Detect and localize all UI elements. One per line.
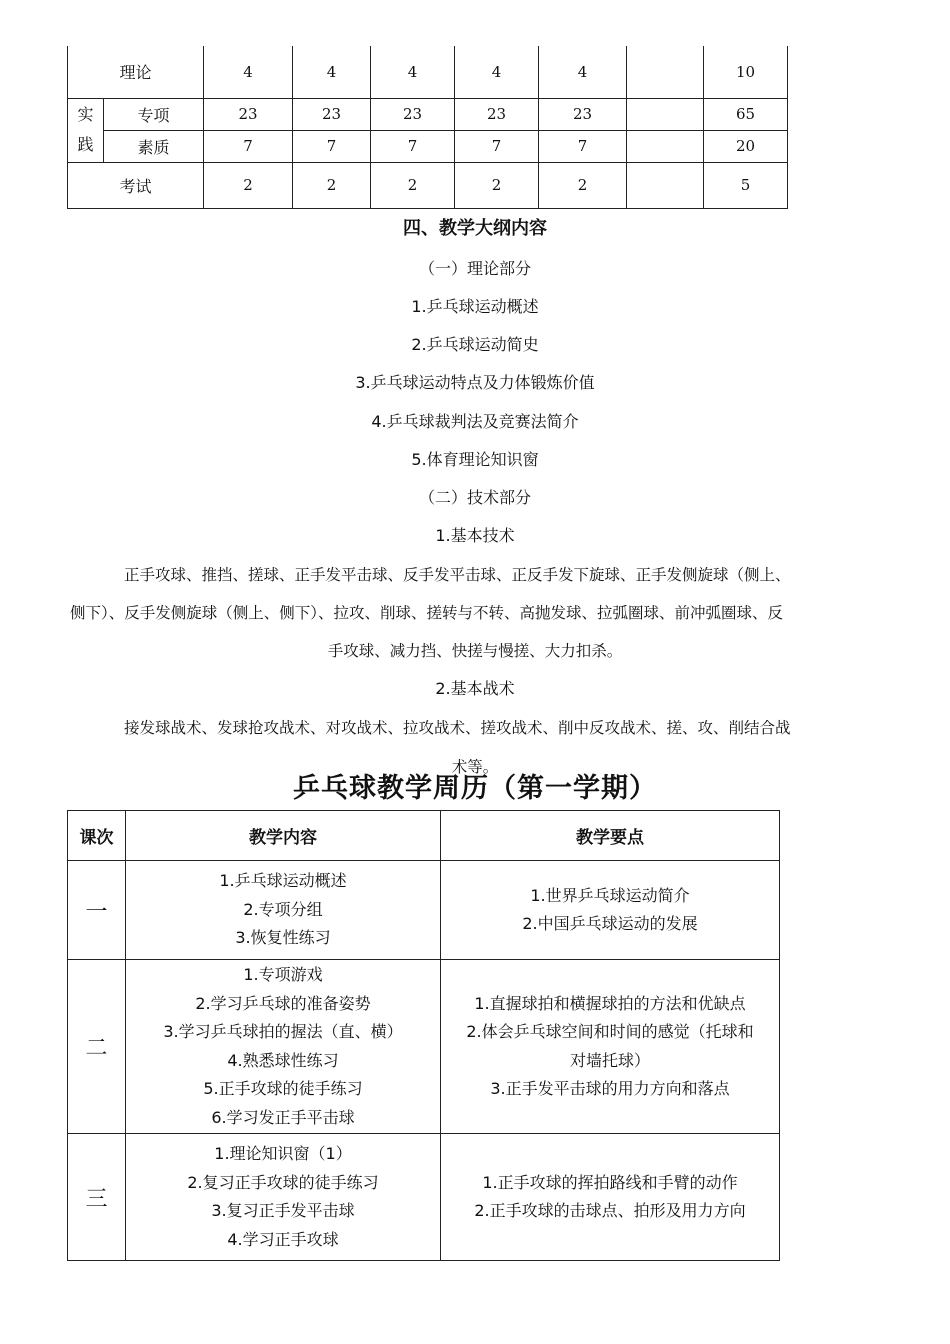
group-char: 实 [77, 105, 94, 124]
row-label: 理论 [68, 46, 204, 98]
theory-item: 3.乒乓球运动特点及力体锻炼价值 [355, 373, 595, 392]
table-cell: 7 [455, 130, 539, 162]
points-line: 1.世界乒乓球运动简介 [530, 885, 690, 905]
table-cell [627, 98, 704, 130]
table-cell: 2 [293, 162, 371, 208]
table-cell: 7 [371, 130, 455, 162]
table-cell: 23 [293, 98, 371, 130]
theory-item: 4.乒乓球裁判法及竞赛法简介 [371, 412, 579, 431]
table-cell [627, 162, 704, 208]
calendar-title: 乒乓球教学周历（第一学期） [293, 773, 657, 804]
theory-item: 2.乒乓球运动简史 [411, 335, 539, 354]
table-cell: 2 [204, 162, 293, 208]
table-cell: 5 [704, 162, 788, 208]
header-lesson: 课次 [68, 811, 126, 861]
table-cell: 4 [371, 46, 455, 98]
points-line: 1.正手攻球的挥拍路线和手臂的动作 [482, 1172, 738, 1192]
table-cell [627, 46, 704, 98]
group-label [68, 98, 104, 162]
content-line: 5.正手攻球的徒手练习 [203, 1079, 363, 1098]
lesson-number: 三 [68, 1134, 126, 1261]
table-row [68, 162, 788, 208]
content-line: 1.理论知识窗（1） [214, 1144, 352, 1163]
table-cell: 7 [204, 130, 293, 162]
lesson-content [126, 1134, 441, 1261]
content-line: 6.学习发正手平击球 [211, 1107, 355, 1127]
lesson-points [441, 1134, 780, 1261]
row-label: 考试 [68, 162, 204, 208]
calendar-table [67, 810, 780, 1261]
basic-tech-heading: 1.基本技术 [435, 526, 515, 545]
content-line: 3.复习正手发平击球 [211, 1201, 355, 1220]
table-row [68, 960, 780, 1134]
points-line: 2.体会乒乓球空间和时间的感觉（托球和 [466, 1022, 754, 1041]
table-cell: 2 [455, 162, 539, 208]
hours-table [67, 46, 788, 209]
lesson-points [441, 861, 780, 960]
table-cell: 4 [455, 46, 539, 98]
content-line: 2.专项分组 [243, 899, 323, 919]
group-char: 践 [77, 135, 94, 154]
lesson-number: 一 [68, 861, 126, 960]
basic-tactics-line: 术等。 [451, 758, 499, 776]
basic-tech-line: 正手攻球、推挡、搓球、正手发平击球、反手发平击球、正反手发下旋球、正手发侧旋球（侧上、 [124, 566, 791, 584]
content-line: 2.复习正手攻球的徒手练习 [187, 1172, 379, 1192]
table-cell: 2 [539, 162, 627, 208]
lesson-content [126, 861, 441, 960]
table-cell: 2 [371, 162, 455, 208]
points-line: 2.正手攻球的击球点、拍形及用力方向 [474, 1201, 746, 1220]
header-points: 教学要点 [441, 811, 780, 861]
table-row [68, 1134, 780, 1261]
table-cell: 23 [371, 98, 455, 130]
content-line: 3.恢复性练习 [235, 928, 331, 948]
theory-heading: （一）理论部分 [418, 259, 531, 278]
table-cell: 7 [539, 130, 627, 162]
table-cell: 4 [204, 46, 293, 98]
table-row [68, 98, 788, 130]
points-line: 1.直握球拍和横握球拍的方法和优缺点 [474, 993, 746, 1013]
table-cell: 23 [455, 98, 539, 130]
table-row [68, 130, 788, 162]
basic-tech-line: 侧下）、反手发侧旋球（侧上、侧下）、拉攻、削球、搓转与不转、高抛发球、拉弧圈球、前冲弧圈球、反 [70, 604, 784, 622]
content-line: 1.乒乓球运动概述 [219, 871, 347, 891]
basic-tactics-heading: 2.基本战术 [435, 679, 515, 698]
lesson-number: 二 [68, 960, 126, 1134]
lesson-content [126, 960, 441, 1134]
syllabus-heading: 四、教学大纲内容 [403, 218, 547, 239]
basic-tech-line: 手攻球、减力挡、快搓与慢搓、大力扣杀。 [327, 642, 623, 660]
content-line: 3.学习乒乓球拍的握法（直、横） [163, 1022, 403, 1041]
row-label: 专项 [104, 98, 204, 130]
table-cell [627, 130, 704, 162]
table-cell: 10 [704, 46, 788, 98]
table-row [68, 861, 780, 960]
content-line: 1.专项游戏 [243, 965, 323, 984]
points-line: 对墙托球） [569, 1050, 650, 1070]
table-cell: 4 [539, 46, 627, 98]
table-cell: 23 [204, 98, 293, 130]
row-label: 素质 [104, 130, 204, 162]
theory-item: 5.体育理论知识窗 [411, 450, 539, 469]
theory-item: 1.乒乓球运动概述 [411, 297, 539, 316]
lesson-points [441, 960, 780, 1134]
table-cell: 4 [293, 46, 371, 98]
table-cell: 20 [704, 130, 788, 162]
tech-heading: （二）技术部分 [418, 488, 531, 507]
content-line: 4.学习正手攻球 [227, 1229, 339, 1249]
table-row [68, 46, 788, 98]
header-content: 教学内容 [126, 811, 441, 861]
points-line: 2.中国乒乓球运动的发展 [522, 914, 698, 933]
table-header-row [68, 811, 780, 861]
content-line: 2.学习乒乓球的准备姿势 [195, 993, 371, 1013]
table-cell: 65 [704, 98, 788, 130]
table-cell: 23 [539, 98, 627, 130]
table-cell: 7 [293, 130, 371, 162]
points-line: 3.正手发平击球的用力方向和落点 [490, 1079, 730, 1098]
basic-tactics-line: 接发球战术、发球抢攻战术、对攻战术、拉攻战术、搓攻战术、削中反攻战术、搓、攻、削结合战 [124, 719, 791, 737]
content-line: 4.熟悉球性练习 [227, 1050, 339, 1070]
